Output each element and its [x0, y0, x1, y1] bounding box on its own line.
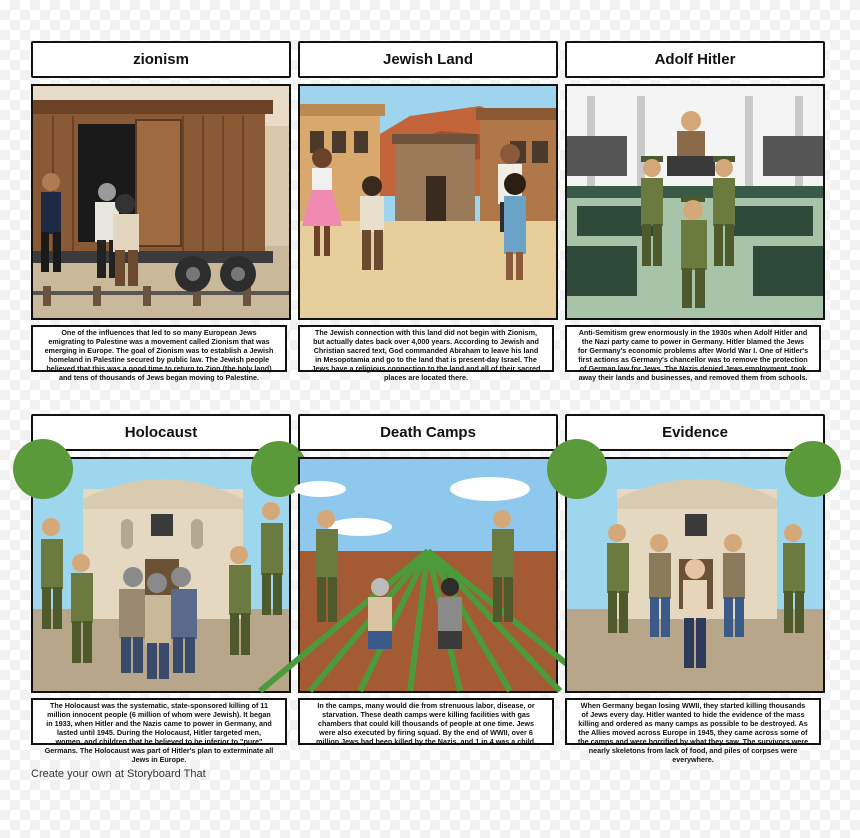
- panel-description: Anti-Semitism grew enormously in the 1930s when Adolf Hitler and the Nazi party came to power in Germany. Hitler blamed the Jews for Germany's economic problems after World War I. One of Hitler's first actions as Germany's chancellor was to remove the protection of German law for Jews. The Nazis denied Jews employment, took away their lands and businesses, and removed them from schools.: [565, 325, 821, 372]
- panel-title: Jewish Land: [298, 41, 558, 78]
- panel-title: Holocaust: [31, 414, 291, 451]
- panel-description: One of the influences that led to so many European Jews emigrating to Palestine was a movement called Zionism that was emerging in Europe. The goal of Zionism was to establish a Jewish homeland in Palestine secured by public law. The Jewish people believed that this was a good time to return to Zion (the holy land) and tens of thousands of Jews began moving to Palestine.: [31, 325, 287, 372]
- panel-title: Death Camps: [298, 414, 558, 451]
- panel-title: Adolf Hitler: [565, 41, 825, 78]
- panel-title: Evidence: [565, 414, 825, 451]
- hall-scene-image: [565, 84, 825, 320]
- storyboard-credit-link[interactable]: Create your own at Storyboard That: [31, 768, 206, 780]
- panel-description: The Jewish connection with this land did not begin with Zionism, but actually dates back over 4,000 years. According to Jewish and Christian sacred text, God commanded Abraham to leave his land in Mesopotamia and go to the land that is present-day Israel. The Jews have a religious connection to the land and all of their sacred places are located there.: [298, 325, 554, 372]
- panel-description: When Germany began losing WWII, they started killing thousands of Jews every day. Hitler wanted to hide the evidence of the mass killing and ordered as many camps as possible to be destroyed. As the Allies moved across Europe in 1945, they came across some of the camps and were horrified by what they saw. The survivors were nearly skeletons from lack of food, and piles of corpses were everywhere.: [565, 698, 821, 745]
- field-scene-image: [298, 457, 558, 693]
- camp-scene-image: [31, 457, 291, 693]
- panel-description: In the camps, many would die from strenuous labor, disease, or starvation. These death camps were killing facilities with gas chambers that could kill thousands of people at one time. Jews were also executed by firing squad. By the end of WWII, over 6 million Jews had been killed by the Nazis, and 1 in 4 was a child.: [298, 698, 554, 745]
- western-town-scene-image: [298, 84, 558, 320]
- panel-description: The Holocaust was the systematic, state-sponsored killing of 11 million innocent people (6 million of whom were Jewish). It began in 1933, when Hitler and the Nazis came to power in Germany, and lasted until 1945. During the Holocaust, Hitler targeted men, women, and children that he believed to be inferior to "pure" Germans. The Holocaust was part of Hitler's plan to exterminate all Jews in Europe.: [31, 698, 287, 745]
- train-scene-image: [31, 84, 291, 320]
- panel-title: zionism: [31, 41, 291, 78]
- liberation-scene-image: [565, 457, 825, 693]
